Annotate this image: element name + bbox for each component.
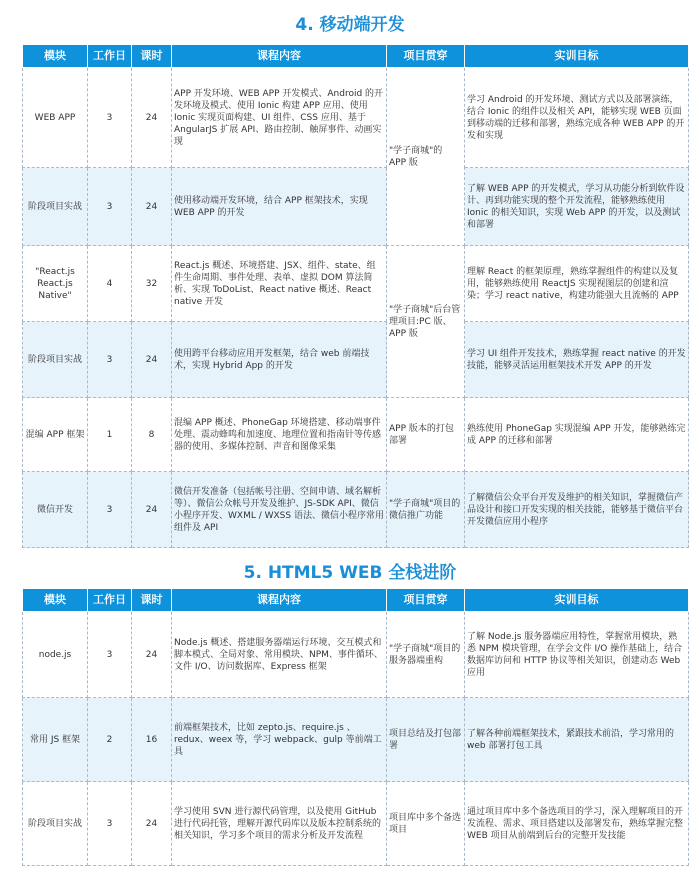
module-cell: 微信开发	[23, 472, 88, 548]
days-cell: 2	[88, 698, 132, 782]
module-cell: 常用 JS 框架	[23, 698, 88, 782]
project-cell: "学子商城"的 APP 版	[387, 68, 465, 246]
table-row	[23, 398, 689, 472]
content-cell: React.js 概述、环境搭建、JSX、组件、state、组件生命周期、事件处理、表单、虚拟 DOM 算法简析、实现 ToDoList、React native 概述、React native 开发	[172, 246, 387, 322]
header-content: 课程内容	[172, 589, 387, 612]
table-row	[23, 168, 689, 246]
section-title-mobile: 4. 移动端开发	[295, 15, 405, 35]
project-cell: 项目库中多个备选项目	[387, 782, 465, 866]
module-cell: 阶段项目实战	[23, 168, 88, 246]
header-days: 工作日	[88, 45, 132, 68]
days-cell: 3	[88, 168, 132, 246]
days-cell: 4	[88, 246, 132, 322]
course-table-fullstack	[22, 588, 689, 866]
module-cell: 阶段项目实战	[23, 322, 88, 398]
course-table-mobile	[22, 44, 689, 548]
module-cell: 混编 APP 框架	[23, 398, 88, 472]
hours-cell: 24	[132, 322, 172, 398]
days-cell: 1	[88, 398, 132, 472]
target-cell: 熟练使用 PhoneGap 实现混编 APP 开发，能够熟练完成 APP 的迁移和部署	[465, 398, 689, 472]
content-cell: Node.js 概述、搭建服务器端运行环境、交互模式和脚本模式、全局对象、常用模块、NPM、事件循环、文件 I/O、访问数据库、Express 框架	[172, 612, 387, 698]
module-cell: "React.js React.js Native"	[23, 246, 88, 322]
table-row	[23, 472, 689, 548]
table-row	[23, 68, 689, 168]
table-header-row	[23, 589, 689, 612]
hours-cell: 32	[132, 246, 172, 322]
target-cell: 学习 Android 的开发环境、测试方式以及部署演练，结合 Ionic 的组件以及相关 API，能够实现 WEB 页面到移动端的迁移和部署，熟练完成各种 WEB APP 的开发和实现	[465, 68, 689, 168]
content-cell: 前端框架技术，比如 zepto.js、require.js 、redux、weex 等，学习 webpack、gulp 等前端工具	[172, 698, 387, 782]
hours-cell: 16	[132, 698, 172, 782]
header-content: 课程内容	[172, 45, 387, 68]
hours-cell: 24	[132, 68, 172, 168]
table-row	[23, 322, 689, 398]
target-cell: 了解 Node.js 服务器端应用特性，掌握常用模块，熟悉 NPM 模块管理，在学会文件 I/O 操作基础上，结合数据库访问和 HTTP 协议等相关知识，创建动态 Web 应用	[465, 612, 689, 698]
module-cell: 阶段项目实战	[23, 782, 88, 866]
target-cell: 学习 UI 组件开发技术，熟练掌握 react native 的开发技能，能够灵活运用框架技术开发 APP 的开发	[465, 322, 689, 398]
days-cell: 3	[88, 782, 132, 866]
header-days: 工作日	[88, 589, 132, 612]
header-project: 项目贯穿	[387, 589, 465, 612]
target-cell: 了解各种前端框架技术，紧跟技术前沿，学习常用的 web 部署打包工具	[465, 698, 689, 782]
table-row	[23, 782, 689, 866]
content-cell: 混编 APP 概述、PhoneGap 环境搭建、移动端事件处理、震动蜂鸣和加速度、地理位置和指南针等传感器的使用、多媒体控制、声音和图像采集	[172, 398, 387, 472]
module-cell: node.js	[23, 612, 88, 698]
content-cell: 微信开发准备（包括帐号注册、空间申请、域名解析等）、微信公众帐号开发及维护、JS-SDK API、微信小程序开发、WXML / WXSS 语法、微信小程序常用组件及 API	[172, 472, 387, 548]
content-cell: 使用移动端开发环境，结合 APP 框架技术，实现 WEB APP 的开发	[172, 168, 387, 246]
content-cell: 学习使用 SVN 进行源代码管理，以及使用 GitHub 进行代码托管，理解开源代码库以及版本控制系统的相关知识，学习多个项目的需求分析及开发流程	[172, 782, 387, 866]
table-row	[23, 698, 689, 782]
project-cell: "学子商城"后台管理项目:PC 版、APP 版	[387, 246, 465, 398]
days-cell: 3	[88, 612, 132, 698]
project-cell: APP 版本的打包部署	[387, 398, 465, 472]
section-title-fullstack: 5. HTML5 WEB 全栈进阶	[243, 563, 457, 583]
days-cell: 3	[88, 68, 132, 168]
header-target: 实训目标	[465, 45, 689, 68]
hours-cell: 24	[132, 168, 172, 246]
header-module: 模块	[23, 589, 88, 612]
header-module: 模块	[23, 45, 88, 68]
days-cell: 3	[88, 322, 132, 398]
header-project: 项目贯穿	[387, 45, 465, 68]
project-cell: "学子商城"项目的微信推广功能	[387, 472, 465, 548]
target-cell: 了解微信公众平台开发及维护的相关知识，掌握微信产品设计和接口开发实现的相关技能，能够基于微信平台开发微信应用小程序	[465, 472, 689, 548]
module-cell: WEB APP	[23, 68, 88, 168]
hours-cell: 24	[132, 782, 172, 866]
content-cell: 使用跨平台移动应用开发框架，结合 web 前端技术，实现 Hybrid App 的开发	[172, 322, 387, 398]
target-cell: 了解 WEB APP 的开发模式，学习从功能分析到软件设计、再到功能实现的整个开发流程，能够熟练使用 Ionic 的相关知识，实现 Web APP 的开发，以及测试和部署	[465, 168, 689, 246]
days-cell: 3	[88, 472, 132, 548]
header-hours: 课时	[132, 45, 172, 68]
table-row	[23, 246, 689, 322]
target-cell: 通过项目库中多个备选项目的学习，深入理解项目的开发流程、需求、项目搭建以及部署发布，熟练掌握完整 WEB 项目从前端到后台的完整开发技能	[465, 782, 689, 866]
table-header-row	[23, 45, 689, 68]
hours-cell: 24	[132, 472, 172, 548]
target-cell: 理解 React 的框架原理，熟练掌握组件的构建以及复用，能够熟练使用 ReactJS 实现视图层的创建和渲染；学习 react native，构建功能强大且流畅的 APP	[465, 246, 689, 322]
hours-cell: 24	[132, 612, 172, 698]
header-hours: 课时	[132, 589, 172, 612]
project-cell: 项目总结及打包部署	[387, 698, 465, 782]
table-row	[23, 612, 689, 698]
content-cell: APP 开发环境、WEB APP 开发模式、Android 的开发环境及模式、使用 Ionic 构建 APP 应用、使用 Ionic 实现页面构建、UI 组件、CSS 应用、基于 AngularJS 扩展 API、路由控制、触屏事件、动画实现	[172, 68, 387, 168]
hours-cell: 8	[132, 398, 172, 472]
project-cell: "学子商城"项目的服务器端重构	[387, 612, 465, 698]
header-target: 实训目标	[465, 589, 689, 612]
